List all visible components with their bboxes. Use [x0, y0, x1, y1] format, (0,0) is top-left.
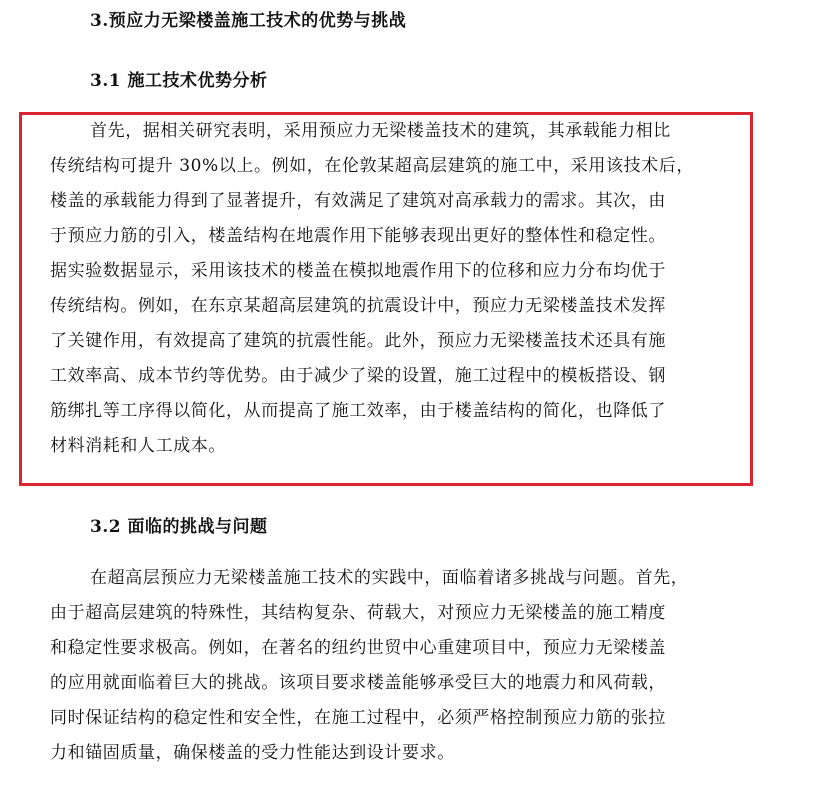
paragraph-line: 和稳定性要求极高。例如，在著名的纽约世贸中心重建项目中，预应力无梁楼盖 — [50, 638, 666, 658]
paragraph-line: 据实验数据显示，采用该技术的楼盖在模拟地震作用下的位移和应力分布均优于 — [50, 261, 666, 281]
paragraph-line: 首先，据相关研究表明，采用预应力无梁楼盖技术的建筑，其承载能力相比 — [90, 121, 671, 141]
subsection-heading-advantages: 3.1 施工技术优势分析 — [90, 71, 268, 91]
paragraph-line: 材料消耗和人工成本。 — [50, 436, 226, 456]
paragraph-line: 工效率高、成本节约等优势。由于减少了梁的设置，施工过程中的模板搭设、钢 — [50, 366, 666, 386]
subsection-heading-challenges: 3.2 面临的挑战与问题 — [90, 517, 268, 537]
paragraph-line: 由于超高层建筑的特殊性，其结构复杂、荷载大，对预应力无梁楼盖的施工精度 — [50, 603, 666, 623]
paragraph-line: 筋绑扎等工序得以简化，从而提高了施工效率，由于楼盖结构的简化，也降低了 — [50, 401, 666, 421]
paragraph-line: 的应用就面临着巨大的挑战。该项目要求楼盖能够承受巨大的地震力和风荷载， — [50, 673, 666, 693]
paragraph-line: 传统结构。例如，在东京某超高层建筑的抗震设计中，预应力无梁楼盖技术发挥 — [50, 296, 666, 316]
paragraph-line: 于预应力筋的引入，楼盖结构在地震作用下能够表现出更好的整体性和稳定性。 — [50, 226, 666, 246]
paragraph-line: 楼盖的承载能力得到了显著提升，有效满足了建筑对高承载力的需求。其次，由 — [50, 191, 666, 211]
paragraph-line: 力和锚固质量，确保楼盖的受力性能达到设计要求。 — [50, 743, 455, 763]
paragraph-line: 了关键作用，有效提高了建筑的抗震性能。此外，预应力无梁楼盖技术还具有施 — [50, 331, 666, 351]
section-heading: 3.预应力无梁楼盖施工技术的优势与挑战 — [90, 11, 407, 31]
paragraph-line: 同时保证结构的稳定性和安全性，在施工过程中，必须严格控制预应力筋的张拉 — [50, 708, 666, 728]
paragraph-line: 传统结构可提升 30%以上。例如，在伦敦某超高层建筑的施工中，采用该技术后， — [50, 156, 694, 176]
paragraph-line: 在超高层预应力无梁楼盖施工技术的实践中，面临着诸多挑战与问题。首先， — [90, 568, 689, 588]
